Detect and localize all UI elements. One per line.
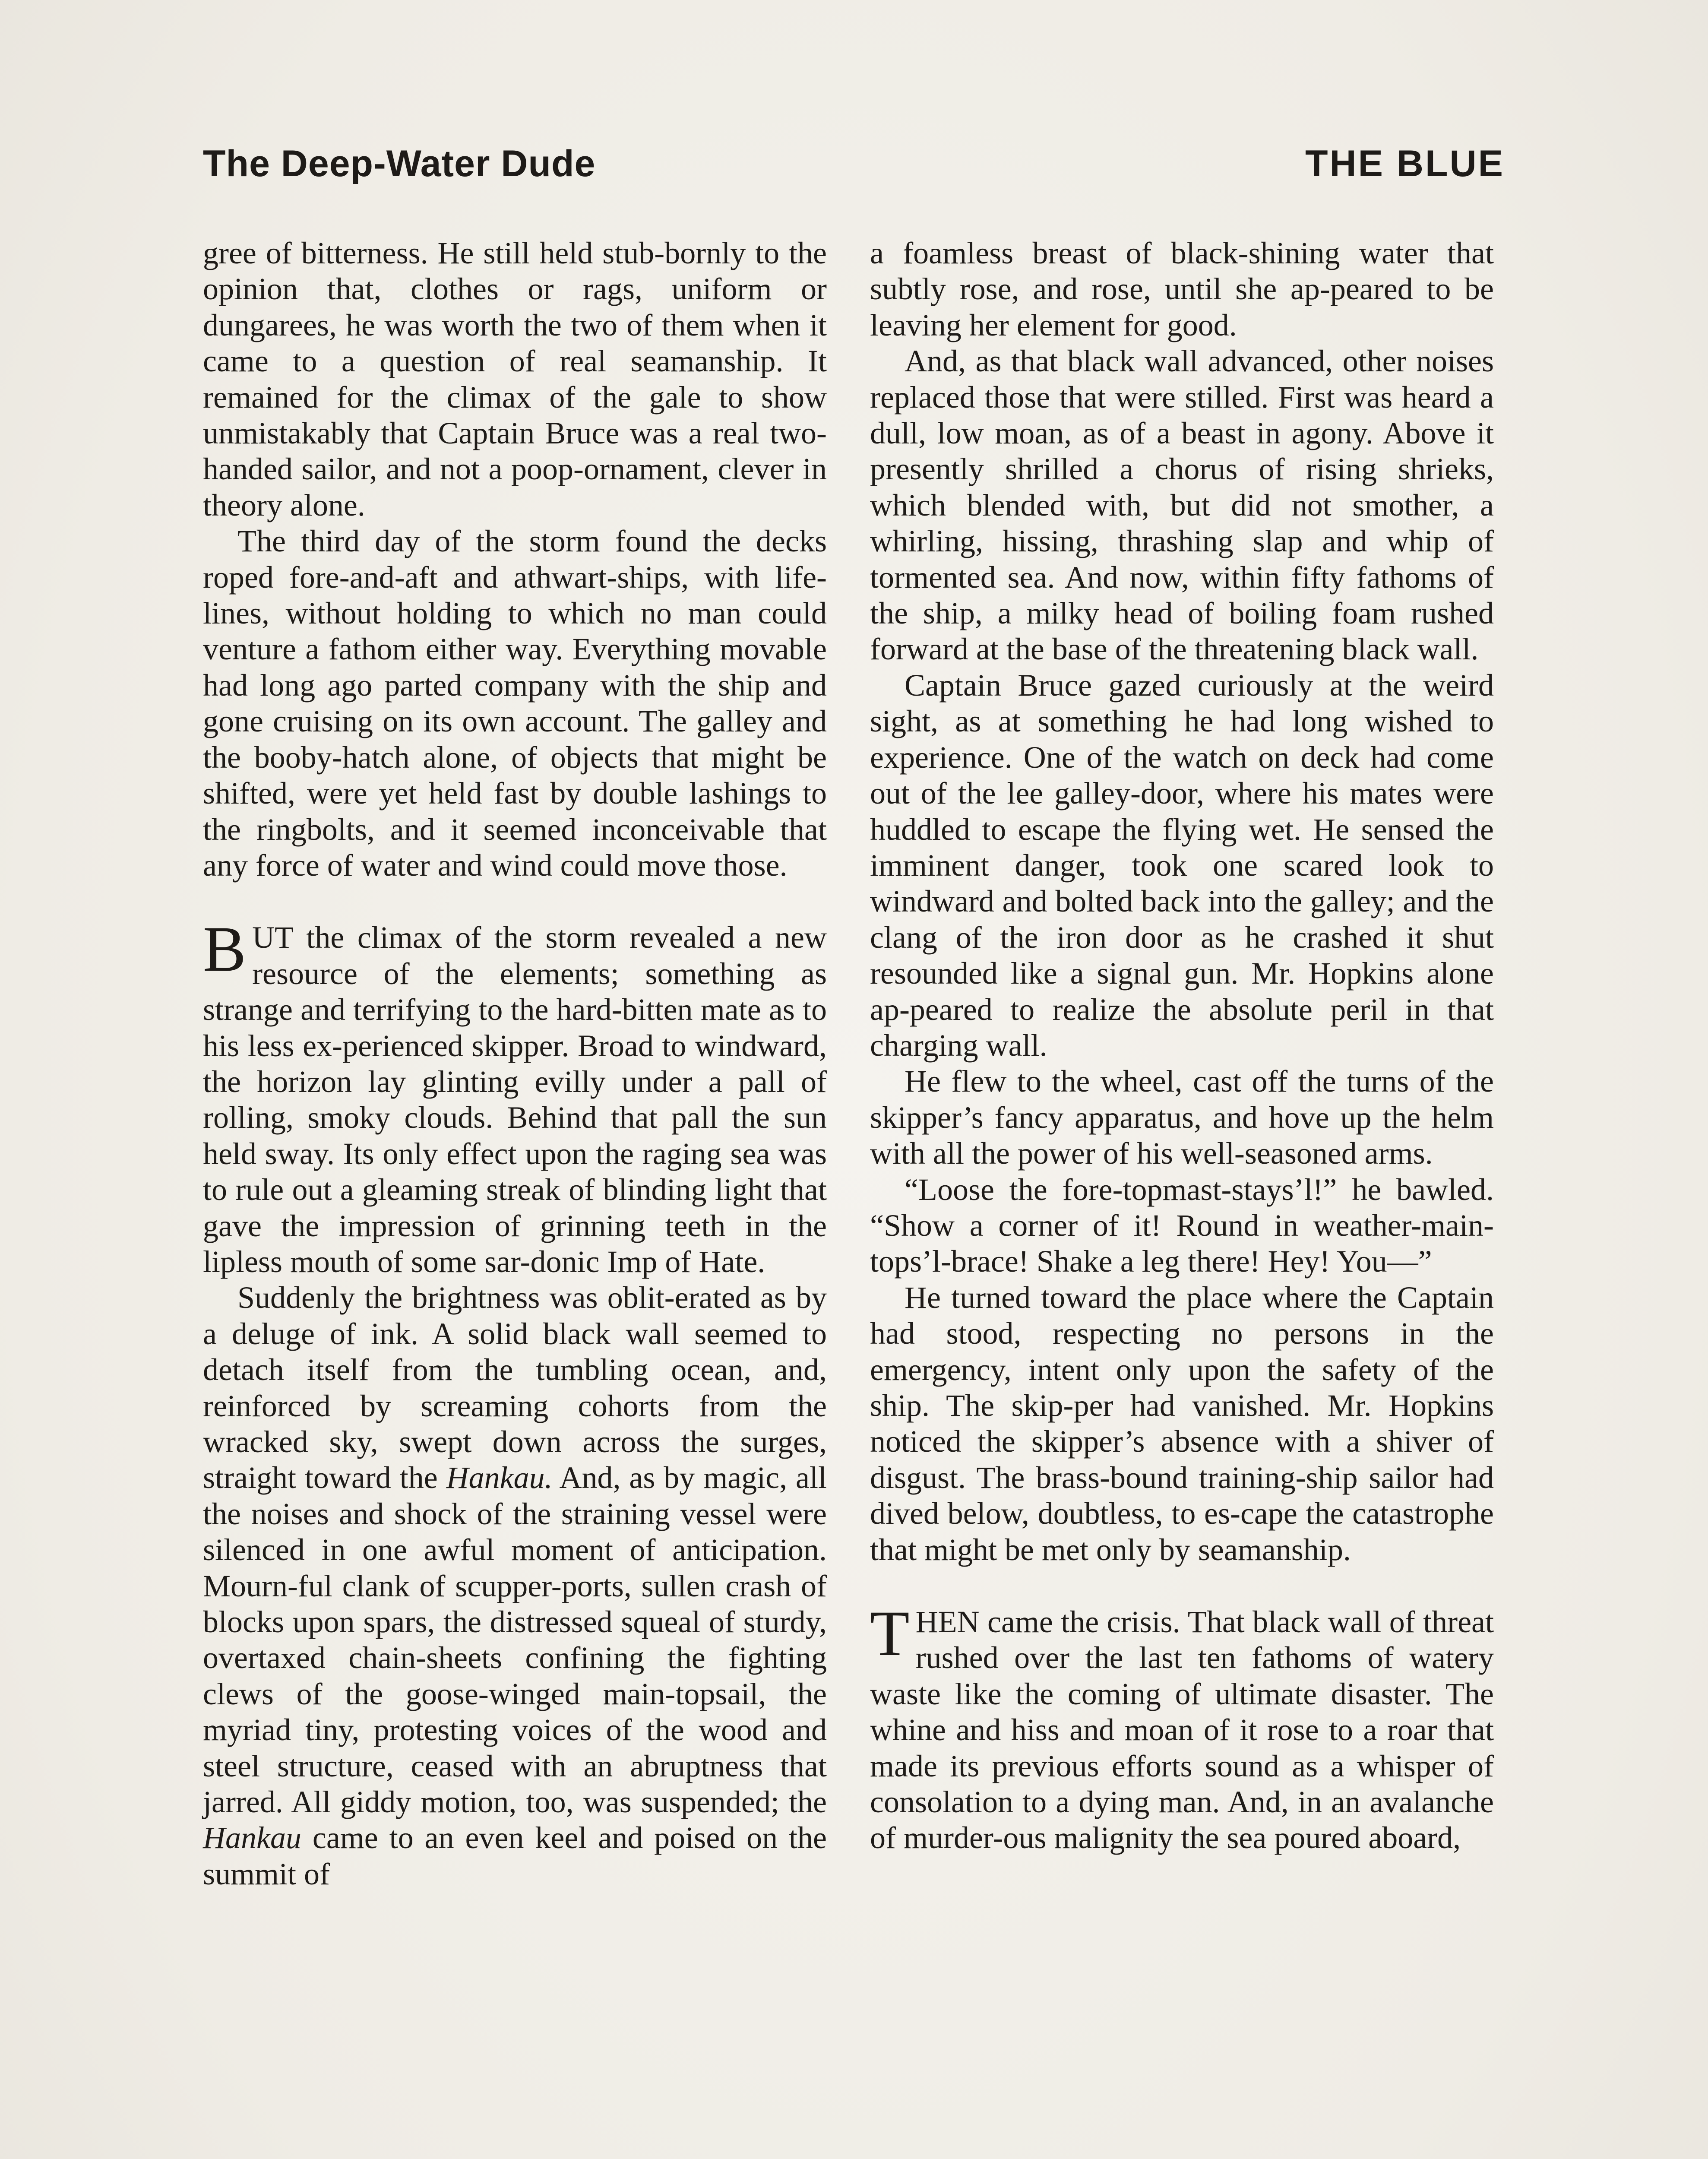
paragraph: The third day of the storm found the decks roped fore-and-aft and athwart-ships, with life-lines, without holding to which no man could venture a fathom either way. Everything movable had long ago parted company with the ship and gone cruising on its own account. The galley and the booby-hatch alone, of objects that might be shifted, were yet held fast by double lashings to the ringbolts, and it seemed inconceivable that any force of water and wind could move those. — [203, 524, 827, 883]
paragraph: Captain Bruce gazed curiously at the weird sight, as at something he had long wished to experience. One of the watch on deck had come out of the lee galley-door, where his mates were huddled to escape the flying wet. He sensed the imminent danger, took one scared look to windward and bolted back into the galley; and the clang of the iron door as he crashed it shut resounded like a signal gun. Mr. Hopkins alone ap-peared to realize the absolute peril in that charging wall. — [870, 668, 1494, 1063]
paragraph-text: UT the climax of the storm revealed a new resource of the elements; something as strange and terrifying to the hard-bitten mate as to his less ex-perienced skipper. Broad to windward, the horizon lay glinting evilly under a pall of rolling, smoky clouds. Behind that pall the sun held sway. Its only effect upon the raging sea was to rule out a gleaming streak of blinding light that gave the impression of grinning teeth in the lipless mouth of some sar-donic Imp of Hate. — [203, 920, 827, 1279]
left-column — [203, 235, 827, 1892]
story-title: The Deep-Water Dude — [203, 143, 596, 184]
paragraph-dropcap — [203, 913, 827, 1280]
paragraph: “Loose the fore-topmast-stays’l!” he bawled. “Show a corner of it! Round in weather-main-tops’l-brace! Shake a leg there! Hey! You—” — [870, 1172, 1494, 1279]
ship-name: Hankau — [203, 1820, 301, 1855]
paragraph-dropcap — [870, 1598, 1494, 1856]
paragraph-text: came to an even keel and poised on the summit of — [203, 1820, 827, 1891]
paragraph: a foamless breast of black-shining water that subtly rose, and rose, until she ap-peared to be leaving her element for good. — [870, 236, 1494, 342]
paragraph-text: And, as by magic, all the noises and shock of the straining vessel were silenced in one awful moment of anticipation. Mourn-ful clank of scupper-ports, sullen crash of blocks upon spars, the distressed squeal of sturdy, overtaxed chain-sheets confining the fighting clews of the goose-winged main-topsail, the myriad tiny, protesting voices of the wood and steel structure, ceased with an abruptness that jarred. All giddy motion, too, was suspended; the — [203, 1460, 827, 1820]
drop-cap: B — [203, 913, 247, 985]
section-break — [203, 883, 827, 920]
magazine-section: THE BLUE — [1305, 143, 1505, 184]
paragraph: He flew to the wheel, cast off the turns of the skipper’s fancy apparatus, and hove up the helm with all the power of his well-seasoned arms. — [870, 1064, 1494, 1171]
paragraph: And, as that black wall advanced, other noises replaced those that were stilled. First was heard a dull, low moan, as of a beast in agony. Above it presently shrilled a chorus of rising shrieks, which blended with, but did not smother, a whirling, hissing, thrashing slap and whip of tormented sea. And now, within fifty fathoms of the ship, a milky head of boiling foam rushed forward at the base of the threatening black wall. — [870, 344, 1494, 667]
paragraph — [203, 1280, 827, 1892]
right-column — [870, 235, 1494, 1856]
paragraph: He turned toward the place where the Captain had stood, respecting no persons in the emergency, intent only upon the safety of the ship. The skip-per had vanished. Mr. Hopkins noticed the skipper’s absence with a shiver of disgust. The brass-bound training-ship sailor had dived below, doubtless, to es-cape the catastrophe that might be met only by seamanship. — [870, 1280, 1494, 1567]
paragraph-text: HEN came the crisis. That black wall of threat rushed over the last ten fathoms of watery waste like the coming of ultimate disaster. The whine and hiss and moan of it rose to a roar that made its previous efforts sound as a whisper of consolation to a dying man. And, in an avalanche of murder-ous malignity the sea poured aboard, — [870, 1605, 1494, 1855]
ship-name: Hankau. — [446, 1460, 553, 1495]
drop-cap: T — [870, 1598, 910, 1670]
paragraph: gree of bitterness. He still held stub-bornly to the opinion that, clothes or rags, uniform or dungarees, he was worth the two of them when it came to a question of real seamanship. It remained for the climax of the gale to show unmistakably that Captain Bruce was a real two-handed sailor, and not a poop-ornament, clever in theory alone. — [203, 236, 827, 522]
section-break — [870, 1568, 1494, 1604]
running-header — [203, 142, 1505, 199]
paragraph-text: Suddenly the brightness was oblit-erated as by a deluge of ink. A solid black wall seemed to detach itself from the tumbling ocean, and, reinforced by screaming cohorts from the wracked sky, swept down across the surges, straight toward the — [203, 1280, 827, 1495]
